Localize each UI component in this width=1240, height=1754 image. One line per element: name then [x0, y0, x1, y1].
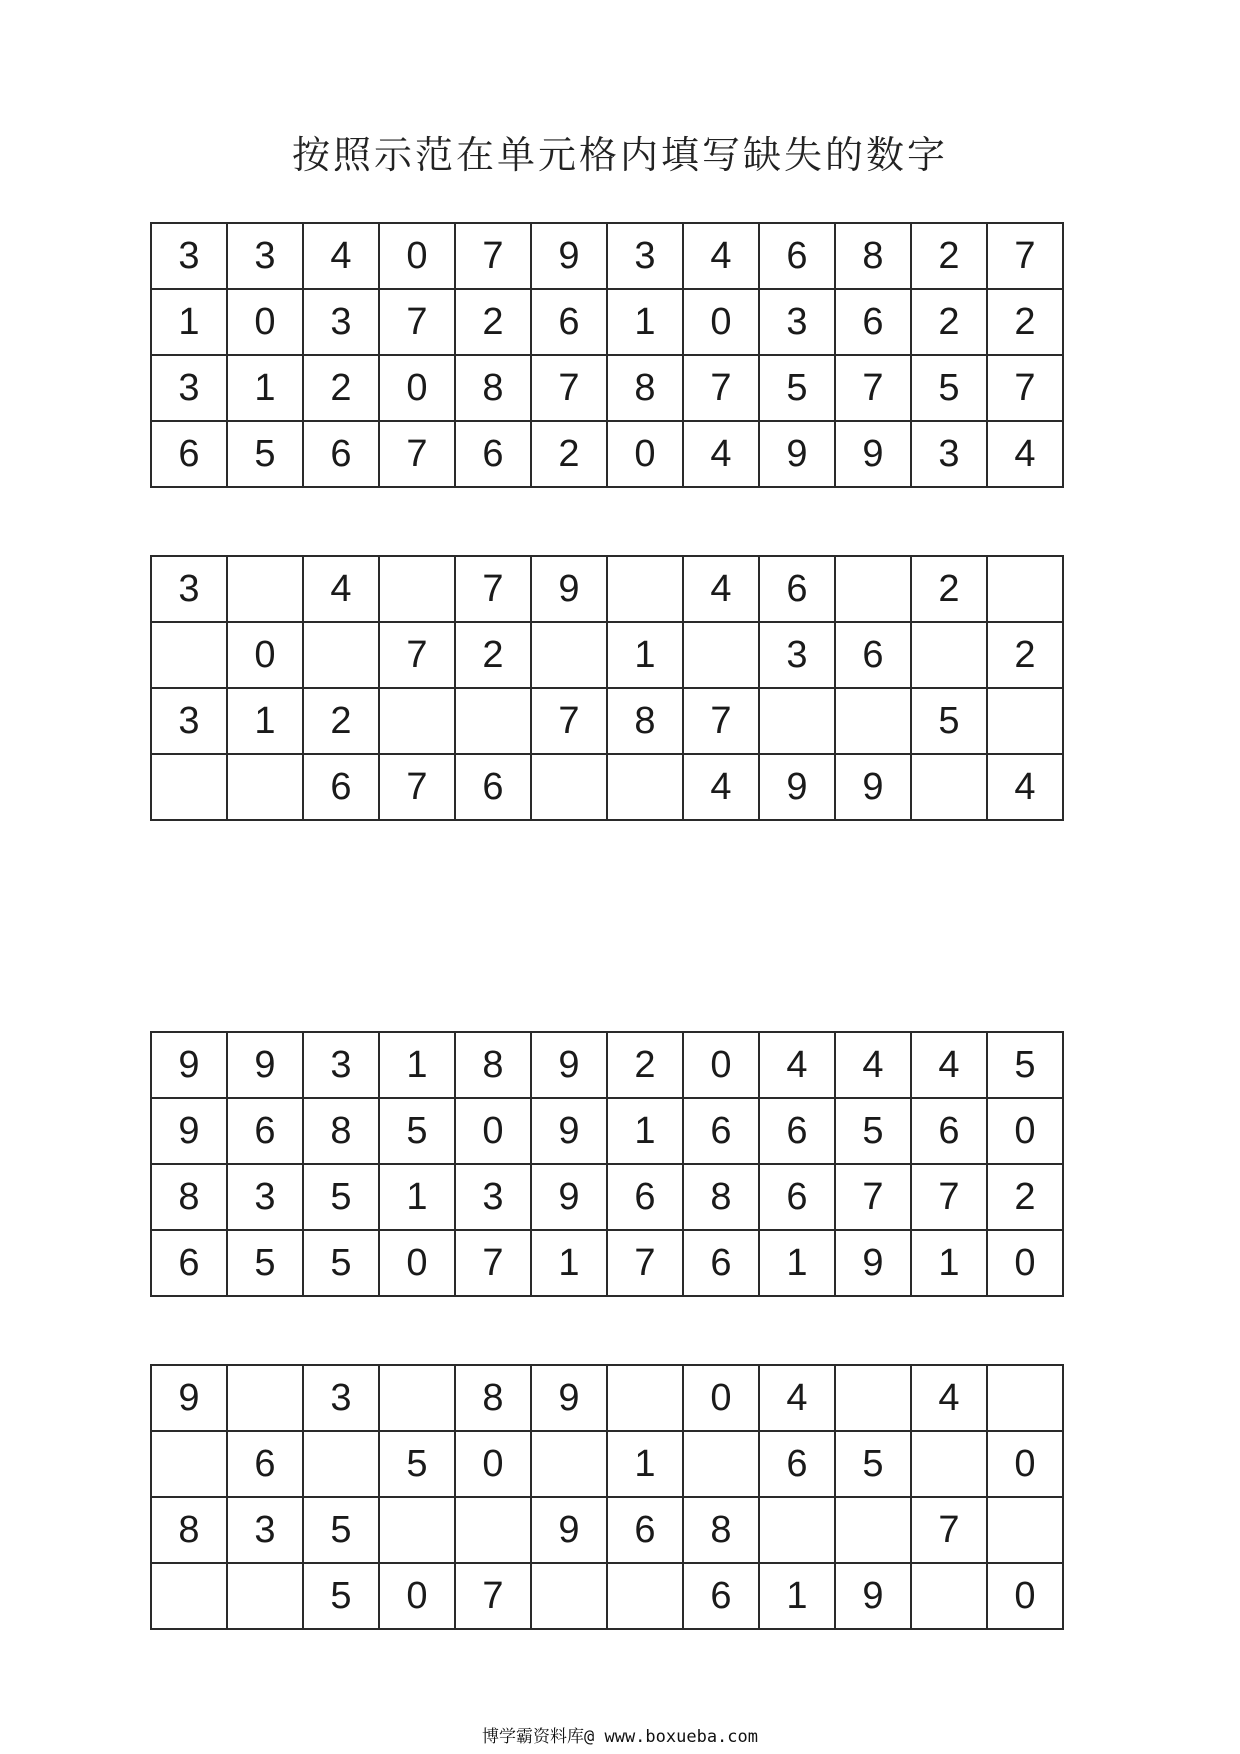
digit-cell: 9: [759, 754, 835, 820]
digit-cell: 9: [531, 1098, 607, 1164]
digit-cell: 5: [303, 1563, 379, 1629]
blank-cell[interactable]: [379, 688, 455, 754]
blank-cell[interactable]: [227, 754, 303, 820]
digit-cell: 1: [607, 1431, 683, 1497]
digit-cell: 7: [531, 355, 607, 421]
digit-cell: 4: [759, 1365, 835, 1431]
digit-cell: 9: [531, 1164, 607, 1230]
blank-cell[interactable]: [531, 754, 607, 820]
digit-cell: 5: [227, 1230, 303, 1296]
digit-cell: 5: [379, 1431, 455, 1497]
blank-cell[interactable]: [683, 1431, 759, 1497]
digit-cell: 0: [987, 1098, 1063, 1164]
digit-cell: 6: [759, 1098, 835, 1164]
grid-row: [151, 754, 1063, 820]
digit-cell: 9: [835, 1230, 911, 1296]
digit-cell: 8: [835, 223, 911, 289]
digit-cell: 5: [303, 1230, 379, 1296]
digit-cell: 8: [455, 1032, 531, 1098]
blank-cell[interactable]: [607, 1563, 683, 1629]
digit-cell: 7: [911, 1164, 987, 1230]
blank-cell[interactable]: [835, 556, 911, 622]
grid-row: [151, 622, 1063, 688]
digit-cell: 2: [455, 622, 531, 688]
digit-cell: 7: [607, 1230, 683, 1296]
grid-row: [151, 688, 1063, 754]
digit-cell: 9: [835, 1563, 911, 1629]
blank-cell[interactable]: [987, 1497, 1063, 1563]
digit-cell: 7: [455, 1563, 531, 1629]
digit-cell: 6: [683, 1230, 759, 1296]
digit-cell: 4: [911, 1365, 987, 1431]
digit-cell: 5: [379, 1098, 455, 1164]
digit-cell: 8: [303, 1098, 379, 1164]
digit-cell: 9: [759, 421, 835, 487]
digit-cell: 0: [987, 1431, 1063, 1497]
blank-cell[interactable]: [227, 1365, 303, 1431]
blank-cell[interactable]: [835, 1497, 911, 1563]
digit-cell: 8: [455, 1365, 531, 1431]
digit-cell: 4: [683, 754, 759, 820]
blank-cell[interactable]: [379, 1365, 455, 1431]
digit-cell: 6: [455, 421, 531, 487]
digit-cell: 6: [683, 1098, 759, 1164]
blank-cell[interactable]: [531, 622, 607, 688]
blank-cell[interactable]: [151, 622, 227, 688]
digit-cell: 5: [303, 1497, 379, 1563]
digit-cell: 1: [607, 622, 683, 688]
digit-cell: 2: [911, 556, 987, 622]
digit-cell: 5: [835, 1431, 911, 1497]
grid-row: [151, 1563, 1063, 1629]
grid-row: [151, 421, 1063, 487]
digit-cell: 9: [531, 223, 607, 289]
blank-cell[interactable]: [987, 556, 1063, 622]
digit-cell: 1: [227, 355, 303, 421]
blank-cell[interactable]: [455, 1497, 531, 1563]
digit-cell: 4: [683, 556, 759, 622]
digit-cell: 6: [455, 754, 531, 820]
blank-cell[interactable]: [151, 1563, 227, 1629]
digit-cell: 3: [911, 421, 987, 487]
digit-cell: 6: [759, 1164, 835, 1230]
digit-cell: 2: [911, 223, 987, 289]
digit-cell: 8: [607, 355, 683, 421]
digit-cell: 0: [987, 1230, 1063, 1296]
blank-cell[interactable]: [911, 622, 987, 688]
digit-cell: 1: [607, 289, 683, 355]
digit-cell: 9: [531, 556, 607, 622]
grid-row: [151, 1230, 1063, 1296]
digit-cell: 3: [151, 688, 227, 754]
digit-cell: 0: [683, 1032, 759, 1098]
digit-cell: 3: [303, 1365, 379, 1431]
digit-cell: 5: [911, 355, 987, 421]
digit-cell: 3: [759, 289, 835, 355]
digit-cell: 9: [227, 1032, 303, 1098]
digit-cell: 7: [683, 355, 759, 421]
digit-cell: 2: [987, 622, 1063, 688]
digit-cell: 9: [151, 1365, 227, 1431]
blank-cell[interactable]: [531, 1563, 607, 1629]
digit-cell: 4: [759, 1032, 835, 1098]
digit-cell: 4: [683, 223, 759, 289]
digit-cell: 7: [455, 1230, 531, 1296]
digit-cell: 8: [151, 1497, 227, 1563]
digit-cell: 6: [227, 1431, 303, 1497]
grid-row: [151, 289, 1063, 355]
digit-cell: 5: [759, 355, 835, 421]
grid-row: [151, 223, 1063, 289]
digit-cell: 6: [759, 556, 835, 622]
digit-cell: 8: [607, 688, 683, 754]
grid-row: [151, 1431, 1063, 1497]
blank-cell[interactable]: [683, 622, 759, 688]
digit-cell: 7: [835, 1164, 911, 1230]
digit-cell: 7: [531, 688, 607, 754]
digit-cell: 2: [911, 289, 987, 355]
blank-cell[interactable]: [911, 1563, 987, 1629]
digit-cell: 3: [607, 223, 683, 289]
blank-cell[interactable]: [303, 1431, 379, 1497]
blank-cell[interactable]: [987, 1365, 1063, 1431]
grid-row: [151, 1032, 1063, 1098]
digit-cell: 9: [531, 1032, 607, 1098]
blank-cell[interactable]: [227, 556, 303, 622]
digit-cell: 2: [987, 1164, 1063, 1230]
digit-cell: 1: [227, 688, 303, 754]
digit-cell: 4: [987, 421, 1063, 487]
digit-cell: 0: [227, 622, 303, 688]
blank-cell[interactable]: [227, 1563, 303, 1629]
blank-cell[interactable]: [607, 754, 683, 820]
digit-cell: 0: [379, 355, 455, 421]
digit-cell: 3: [227, 223, 303, 289]
digit-cell: 8: [683, 1164, 759, 1230]
digit-cell: 2: [531, 421, 607, 487]
digit-cell: 1: [379, 1032, 455, 1098]
digit-cell: 7: [379, 289, 455, 355]
blank-cell[interactable]: [911, 754, 987, 820]
digit-cell: 7: [455, 556, 531, 622]
digit-cell: 3: [151, 223, 227, 289]
blank-cell[interactable]: [379, 1497, 455, 1563]
digit-cell: 5: [911, 688, 987, 754]
digit-cell: 6: [531, 289, 607, 355]
blank-cell[interactable]: [607, 556, 683, 622]
digit-cell: 5: [303, 1164, 379, 1230]
digit-cell: 0: [379, 1230, 455, 1296]
digit-cell: 7: [683, 688, 759, 754]
digit-cell: 9: [531, 1497, 607, 1563]
digit-cell: 1: [151, 289, 227, 355]
digit-cell: 1: [379, 1164, 455, 1230]
example-grid-1: [150, 222, 1064, 488]
digit-cell: 9: [151, 1098, 227, 1164]
digit-cell: 6: [759, 223, 835, 289]
digit-cell: 0: [987, 1563, 1063, 1629]
digit-cell: 4: [303, 223, 379, 289]
blank-cell[interactable]: [531, 1431, 607, 1497]
page-title: 按照示范在单元格内填写缺失的数字: [291, 133, 948, 177]
grid-row: [151, 1365, 1063, 1431]
digit-cell: 8: [151, 1164, 227, 1230]
digit-cell: 8: [683, 1497, 759, 1563]
digit-cell: 1: [911, 1230, 987, 1296]
digit-cell: 0: [455, 1098, 531, 1164]
blank-cell[interactable]: [455, 688, 531, 754]
digit-cell: 2: [303, 355, 379, 421]
digit-cell: 0: [683, 1365, 759, 1431]
digit-cell: 0: [607, 421, 683, 487]
digit-cell: 1: [531, 1230, 607, 1296]
digit-cell: 7: [987, 223, 1063, 289]
blank-cell[interactable]: [303, 622, 379, 688]
digit-cell: 0: [455, 1431, 531, 1497]
digit-cell: 3: [151, 556, 227, 622]
digit-cell: 6: [835, 289, 911, 355]
digit-cell: 9: [151, 1032, 227, 1098]
digit-cell: 7: [379, 421, 455, 487]
digit-cell: 0: [227, 289, 303, 355]
digit-cell: 5: [835, 1098, 911, 1164]
blank-cell[interactable]: [151, 754, 227, 820]
digit-cell: 7: [835, 355, 911, 421]
digit-cell: 5: [227, 421, 303, 487]
exercise-grid-2: [150, 1364, 1064, 1630]
digit-cell: 6: [607, 1497, 683, 1563]
digit-cell: 6: [303, 421, 379, 487]
digit-cell: 3: [151, 355, 227, 421]
digit-cell: 7: [987, 355, 1063, 421]
digit-cell: 0: [379, 1563, 455, 1629]
digit-cell: 3: [227, 1497, 303, 1563]
grid-row: [151, 355, 1063, 421]
digit-cell: 0: [379, 223, 455, 289]
blank-cell[interactable]: [379, 556, 455, 622]
digit-cell: 6: [151, 421, 227, 487]
digit-cell: 4: [835, 1032, 911, 1098]
grid-row: [151, 1164, 1063, 1230]
digit-cell: 6: [683, 1563, 759, 1629]
digit-cell: 2: [607, 1032, 683, 1098]
digit-cell: 6: [303, 754, 379, 820]
digit-cell: 5: [987, 1032, 1063, 1098]
digit-cell: 4: [303, 556, 379, 622]
digit-cell: 7: [455, 223, 531, 289]
digit-cell: 9: [835, 754, 911, 820]
digit-cell: 3: [759, 622, 835, 688]
digit-cell: 3: [303, 1032, 379, 1098]
example-grid-2: [150, 1031, 1064, 1297]
digit-cell: 3: [303, 289, 379, 355]
digit-cell: 4: [683, 421, 759, 487]
digit-cell: 6: [759, 1431, 835, 1497]
digit-cell: 7: [911, 1497, 987, 1563]
digit-cell: 6: [835, 622, 911, 688]
blank-cell[interactable]: [835, 688, 911, 754]
digit-cell: 2: [455, 289, 531, 355]
digit-cell: 6: [911, 1098, 987, 1164]
digit-cell: 9: [835, 421, 911, 487]
digit-cell: 6: [151, 1230, 227, 1296]
digit-cell: 8: [455, 355, 531, 421]
digit-cell: 0: [683, 289, 759, 355]
digit-cell: 2: [303, 688, 379, 754]
digit-cell: 1: [607, 1098, 683, 1164]
grid-row: [151, 1098, 1063, 1164]
digit-cell: 1: [759, 1563, 835, 1629]
footer-watermark: 博学霸资料库@ www.boxueba.com: [482, 1727, 758, 1747]
blank-cell[interactable]: [759, 1497, 835, 1563]
digit-cell: 7: [379, 622, 455, 688]
blank-cell[interactable]: [911, 1431, 987, 1497]
digit-cell: 1: [759, 1230, 835, 1296]
blank-cell[interactable]: [759, 688, 835, 754]
digit-cell: 9: [531, 1365, 607, 1431]
grid-row: [151, 1497, 1063, 1563]
digit-cell: 3: [455, 1164, 531, 1230]
digit-cell: 3: [227, 1164, 303, 1230]
exercise-grid-1: [150, 555, 1064, 821]
digit-cell: 2: [987, 289, 1063, 355]
digit-cell: 7: [379, 754, 455, 820]
grid-row: [151, 556, 1063, 622]
blank-cell[interactable]: [607, 1365, 683, 1431]
digit-cell: 4: [911, 1032, 987, 1098]
blank-cell[interactable]: [987, 688, 1063, 754]
digit-cell: 6: [227, 1098, 303, 1164]
blank-cell[interactable]: [835, 1365, 911, 1431]
blank-cell[interactable]: [151, 1431, 227, 1497]
digit-cell: 4: [987, 754, 1063, 820]
digit-cell: 6: [607, 1164, 683, 1230]
